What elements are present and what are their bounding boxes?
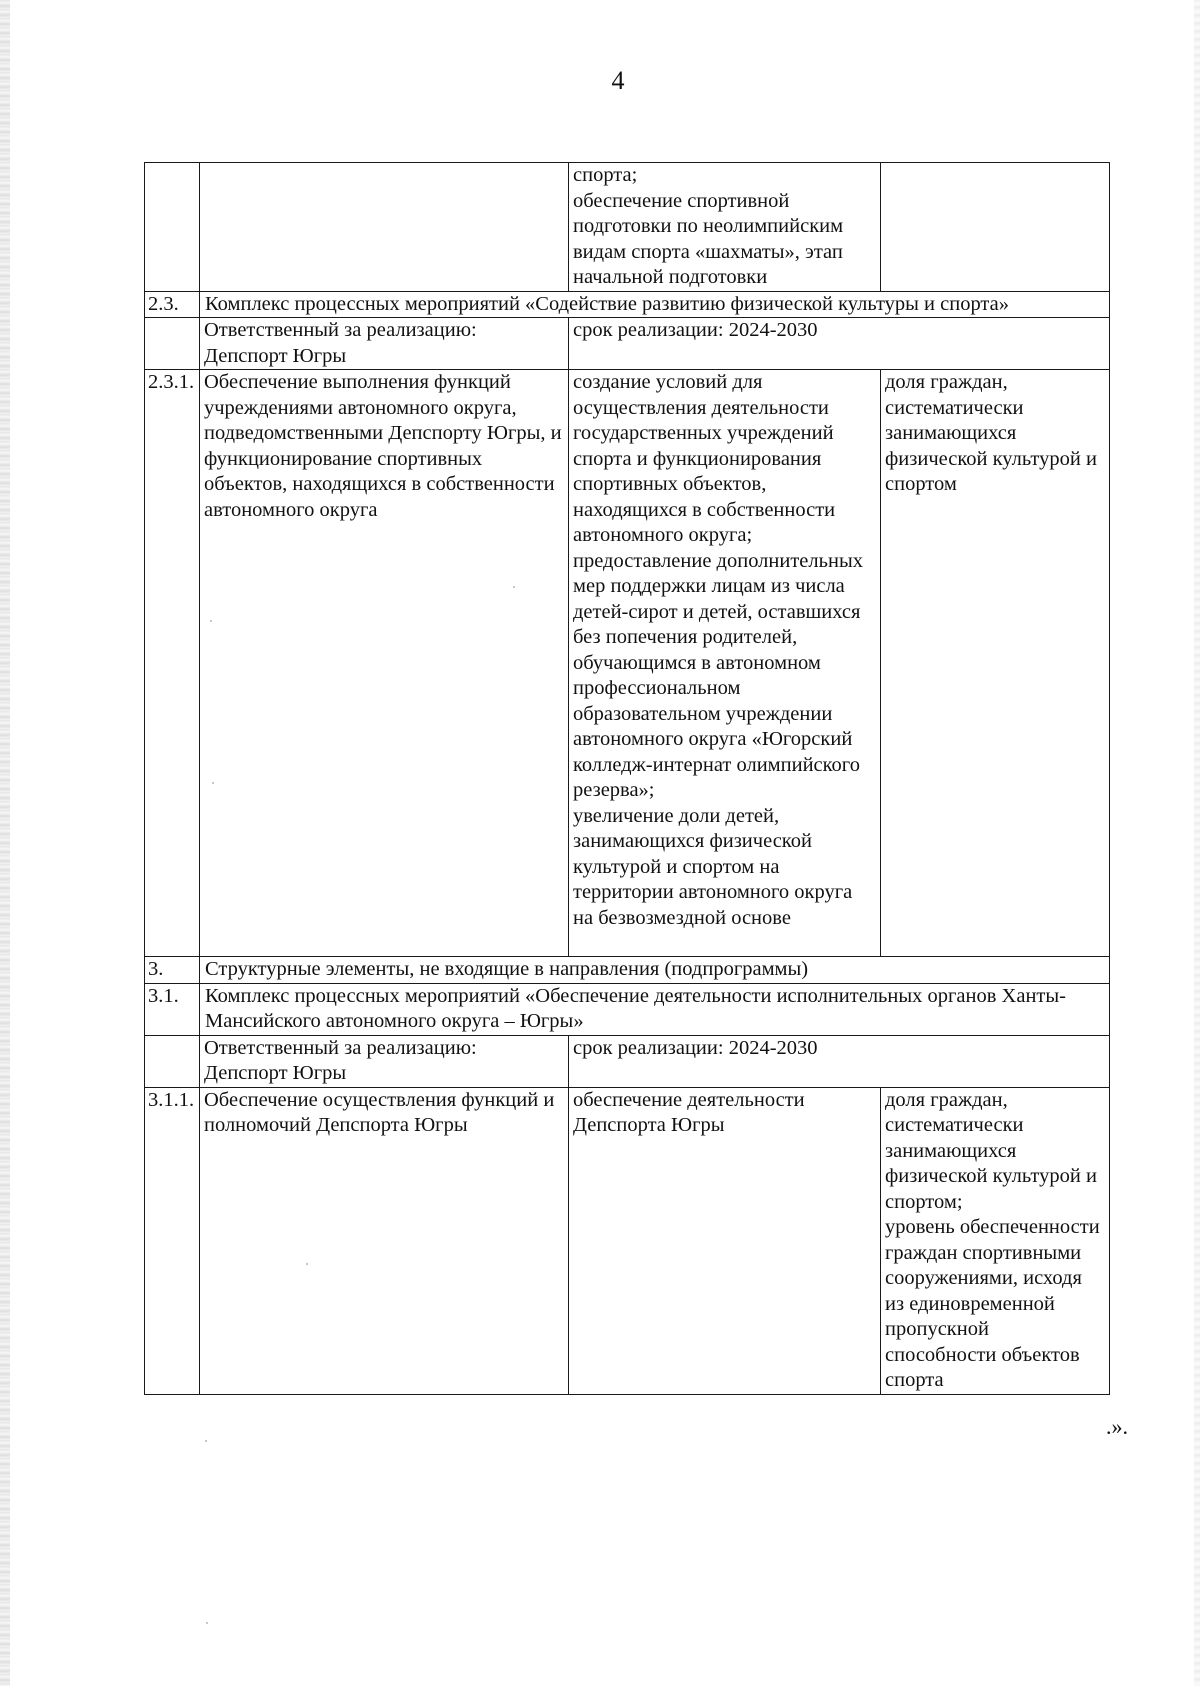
table-row	[145, 1035, 1110, 1087]
scan-edge-left	[0, 0, 10, 1686]
row-number: 3.1.	[145, 983, 200, 1035]
table-row	[145, 957, 1110, 984]
activity-name	[200, 163, 569, 292]
row-number	[145, 163, 200, 292]
responsible-text: Ответственный за реализацию: Депспорт Югры	[204, 319, 477, 367]
section-title: Комплекс процессных мероприятий «Обеспечение деятельности исполнительных органов Ханты-Мансийского автономного округа – Югры»	[200, 983, 1110, 1035]
responsible-text: Ответственный за реализацию: Депспорт Югры	[204, 1036, 477, 1084]
scan-speck	[306, 1263, 308, 1265]
row-number: 3.1.1.	[145, 1087, 200, 1394]
page-number: 4	[611, 66, 625, 95]
activity-indicators: доля граждан, систематически занимающихся физической культурой и спортом	[881, 370, 1110, 957]
activity-tasks-text: создание условий для осуществления деятельности государственных учреждений спорта и функционирования спортивных объектов, находящихся в собственности автономного округа; предоставление дополнительных мер поддержки лицам из числа детей-сирот и детей, оставшихся без попечения родителей, обучающимся в автономном профессиональном образовательном учреждении автономного округа «Югорский колледж-интернат олимпийского резерва»; увеличение доли детей, занимающихся физической культурой и спортом на территории автономного округа на безвозмездной основе	[573, 371, 863, 929]
activity-name: Обеспечение осуществления функций и полномочий Депспорта Югры	[200, 1087, 569, 1394]
activity-name: Обеспечение выполнения функций учреждениями автономного округа, подведомственными Депспорту Югры, и функционирование спортивных объектов, находящихся в собственности автономного округа	[200, 370, 569, 957]
table-row	[145, 370, 1110, 957]
table-row	[145, 1087, 1110, 1394]
table-row	[145, 163, 1110, 292]
scan-edge-right	[1194, 0, 1200, 1686]
activity-indicators	[881, 163, 1110, 292]
table-row	[145, 318, 1110, 370]
activity-tasks: обеспечение деятельности Депспорта Югры	[569, 1087, 881, 1394]
activity-indicators-text: доля граждан, систематически занимающихся физической культурой и спортом; уровень обеспеченности граждан спортивными сооружениями, исходя из единовременной пропускной способности объектов спорта	[885, 1088, 1100, 1391]
term-cell: срок реализации: 2024-2030	[569, 1035, 1110, 1087]
scan-speck	[513, 586, 515, 588]
term-cell: срок реализации: 2024-2030	[569, 318, 1110, 370]
responsible-cell	[200, 318, 569, 370]
scan-speck	[212, 782, 214, 784]
section-title: Комплекс процессных мероприятий «Содействие развитию физической культуры и спорта»	[200, 291, 1110, 318]
responsible-cell	[200, 1035, 569, 1087]
scan-speck	[210, 620, 212, 622]
scan-speck	[205, 1440, 207, 1442]
activity-tasks	[569, 163, 881, 292]
closing-quote: .».	[1106, 1414, 1128, 1439]
activity-tasks	[569, 370, 881, 957]
program-structure-table	[144, 162, 1110, 1395]
activity-indicators	[881, 1087, 1110, 1394]
scan-speck	[206, 1622, 208, 1624]
row-number: 2.3.1.	[145, 370, 200, 957]
section-title: Структурные элементы, не входящие в направления (подпрограммы)	[200, 957, 1110, 984]
table-row	[145, 983, 1110, 1035]
activity-tasks-text: спорта; обеспечение спортивной подготовки по неолимпийским видам спорта «шахматы», этап начальной подготовки	[573, 164, 844, 288]
row-number	[145, 1035, 200, 1087]
row-number: 3.	[145, 957, 200, 984]
table-row	[145, 291, 1110, 318]
row-number	[145, 318, 200, 370]
row-number: 2.3.	[145, 291, 200, 318]
